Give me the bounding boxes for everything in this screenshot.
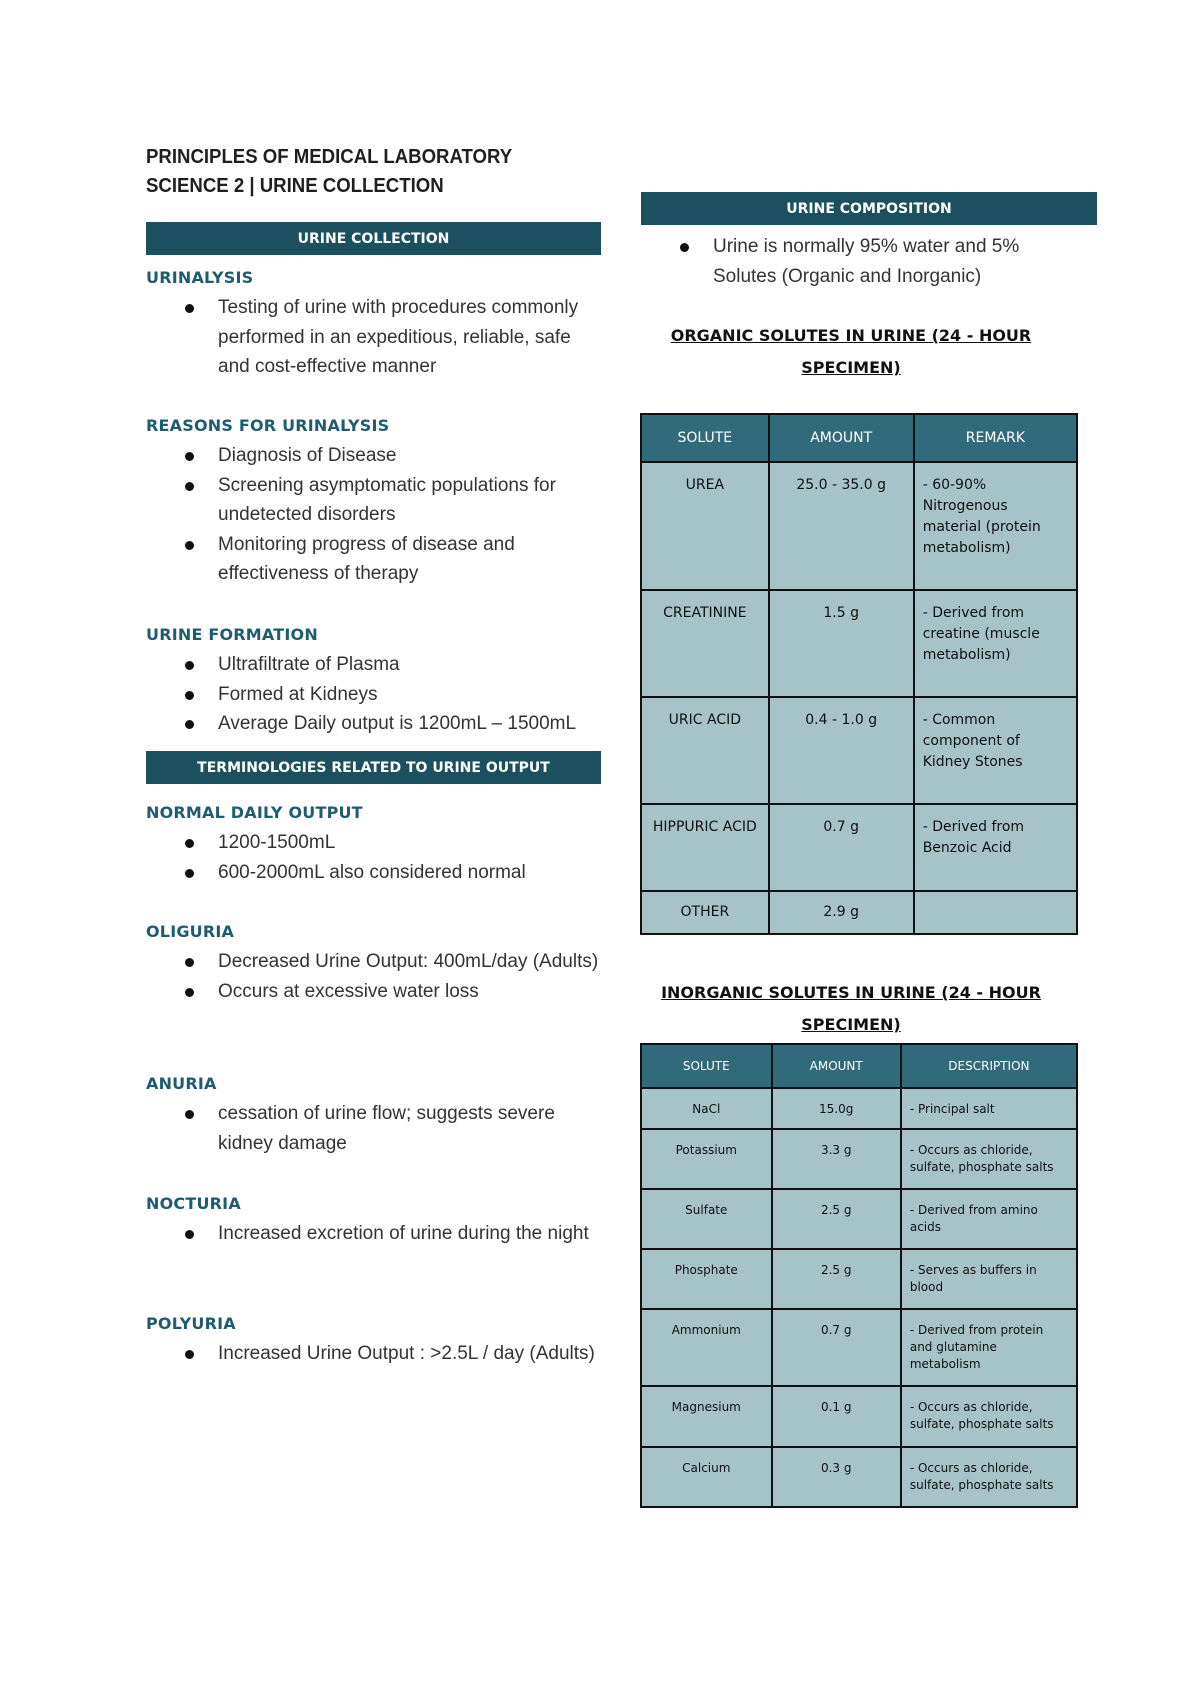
heading-polyuria: POLYURIA xyxy=(146,1314,236,1333)
banner-urine-composition: URINE COMPOSITION xyxy=(641,192,1097,225)
table-cell: 0.7 g xyxy=(772,1309,901,1386)
heading-urinalysis: URINALYSIS xyxy=(146,268,254,287)
list-item xyxy=(146,293,601,382)
table-header-row xyxy=(641,414,1077,462)
list-item xyxy=(146,828,601,858)
table-row xyxy=(641,1129,1077,1189)
table-row xyxy=(641,462,1077,590)
banner-terminologies: TERMINOLOGIES RELATED TO URINE OUTPUT xyxy=(146,751,601,784)
table-cell: - Derived from amino acids xyxy=(901,1189,1077,1249)
table-cell xyxy=(914,891,1077,934)
page-title xyxy=(146,143,574,201)
column-header: AMOUNT xyxy=(769,414,914,462)
list-item xyxy=(146,1339,601,1369)
table-cell: NaCl xyxy=(641,1088,772,1129)
list-item-text: Diagnosis of Disease xyxy=(218,445,397,466)
list-item-text: Increased excretion of urine during the night xyxy=(218,1223,589,1244)
table-cell: 2.5 g xyxy=(772,1189,901,1249)
column-header: REMARK xyxy=(914,414,1077,462)
table-cell: 0.7 g xyxy=(769,804,914,891)
inorganic-solutes-table xyxy=(640,1043,1078,1508)
list-item xyxy=(146,858,601,888)
list-normal-output xyxy=(146,828,601,887)
list-item xyxy=(641,232,1081,291)
page-title-line-1: PRINCIPLES OF MEDICAL LABORATORY xyxy=(146,146,513,168)
heading-nocturia: NOCTURIA xyxy=(146,1194,241,1213)
table-cell: 15.0g xyxy=(772,1088,901,1129)
list-item-text: 1200-1500mL xyxy=(218,832,336,853)
organic-solutes-title: ORGANIC SOLUTES IN URINE (24 - HOUR SPECIMEN) xyxy=(670,326,1032,377)
list-anuria xyxy=(146,1099,601,1158)
list-item-text: cessation of urine flow; suggests severe kidney damage xyxy=(218,1103,555,1154)
table-cell: Magnesium xyxy=(641,1386,772,1447)
list-item xyxy=(146,1219,601,1249)
heading-urine-formation: URINE FORMATION xyxy=(146,625,318,644)
table-cell: 2.9 g xyxy=(769,891,914,934)
list-item-text: Testing of urine with procedures commonly performed in an expeditious, reliable, safe and cost-effective manner xyxy=(218,297,579,377)
list-urinalysis xyxy=(146,293,601,382)
list-item xyxy=(146,977,601,1007)
table-cell: URIC ACID xyxy=(641,697,769,804)
table-cell: - Common component of Kidney Stones xyxy=(914,697,1077,804)
table-cell: - Occurs as chloride, sulfate, phosphate salts xyxy=(901,1386,1077,1447)
list-item-text: Urine is normally 95% water and 5% Solutes (Organic and Inorganic) xyxy=(713,236,1020,287)
table-cell: OTHER xyxy=(641,891,769,934)
column-header: SOLUTE xyxy=(641,1044,772,1088)
table-row xyxy=(641,1447,1077,1507)
table-cell: - Derived from Benzoic Acid xyxy=(914,804,1077,891)
table-cell: - Serves as buffers in blood xyxy=(901,1249,1077,1309)
list-formation xyxy=(146,650,601,739)
table-cell: - Derived from protein and glutamine metabolism xyxy=(901,1309,1077,1386)
table-row xyxy=(641,1189,1077,1249)
table-cell: - Occurs as chloride, sulfate, phosphate salts xyxy=(901,1447,1077,1507)
table-row xyxy=(641,891,1077,934)
list-polyuria xyxy=(146,1339,601,1369)
table-cell: Phosphate xyxy=(641,1249,772,1309)
table-row xyxy=(641,1309,1077,1386)
heading-reasons-for-urinalysis: REASONS FOR URINALYSIS xyxy=(146,416,390,435)
table-cell: 0.3 g xyxy=(772,1447,901,1507)
heading-normal-daily-output: NORMAL DAILY OUTPUT xyxy=(146,803,363,822)
list-item-text: 600-2000mL also considered normal xyxy=(218,861,526,883)
inorganic-solutes-title: INORGANIC SOLUTES IN URINE (24 - HOUR SPECIMEN) xyxy=(661,983,1041,1034)
table-cell: - Occurs as chloride, sulfate, phosphate salts xyxy=(901,1129,1077,1189)
list-item-text: Formed at Kidneys xyxy=(218,683,378,705)
column-header: DESCRIPTION xyxy=(901,1044,1077,1088)
table-row xyxy=(641,697,1077,804)
table-cell: 0.4 - 1.0 g xyxy=(769,697,914,804)
table-row xyxy=(641,1386,1077,1447)
column-header: SOLUTE xyxy=(641,414,769,462)
list-item-text: Increased Urine Output : >2.5L / day (Adults) xyxy=(218,1343,595,1364)
list-item xyxy=(146,1099,601,1158)
table-row xyxy=(641,1249,1077,1309)
list-oliguria xyxy=(146,947,601,1006)
table-cell: UREA xyxy=(641,462,769,590)
table-row xyxy=(641,1088,1077,1129)
table-cell: HIPPURIC ACID xyxy=(641,804,769,891)
list-item-text: Screening asymptomatic populations for undetected disorders xyxy=(218,474,556,525)
list-item-text: Occurs at excessive water loss xyxy=(218,980,479,1002)
heading-anuria: ANURIA xyxy=(146,1074,217,1093)
banner-urine-collection: URINE COLLECTION xyxy=(146,222,601,255)
table-cell: 3.3 g xyxy=(772,1129,901,1189)
list-item xyxy=(146,680,601,710)
table-cell: - Derived from creatine (muscle metabolism) xyxy=(914,590,1077,697)
list-nocturia xyxy=(146,1219,601,1249)
table-cell: 2.5 g xyxy=(772,1249,901,1309)
list-item xyxy=(146,709,601,739)
organic-solutes-table xyxy=(640,413,1078,935)
table-cell: Potassium xyxy=(641,1129,772,1189)
list-item-text: Decreased Urine Output: 400mL/day (Adults) xyxy=(218,951,599,972)
table-row xyxy=(641,804,1077,891)
list-item xyxy=(146,650,601,680)
list-item xyxy=(146,947,601,977)
table-cell: Calcium xyxy=(641,1447,772,1507)
table-cell: Ammonium xyxy=(641,1309,772,1386)
list-item-text: Ultrafiltrate of Plasma xyxy=(218,654,400,675)
list-reasons xyxy=(146,441,601,589)
table-cell: 1.5 g xyxy=(769,590,914,697)
table-cell: Sulfate xyxy=(641,1189,772,1249)
list-item-text: Average Daily output is 1200mL – 1500mL xyxy=(218,713,577,734)
list-item xyxy=(146,530,601,589)
table-cell: - 60-90% Nitrogenous material (protein metabolism) xyxy=(914,462,1077,590)
table-header-row xyxy=(641,1044,1077,1088)
page-title-line-2: SCIENCE 2 | URINE COLLECTION xyxy=(146,175,444,197)
column-header: AMOUNT xyxy=(772,1044,901,1088)
list-composition xyxy=(641,232,1081,291)
table-cell: - Principal salt xyxy=(901,1088,1077,1129)
table-row xyxy=(641,590,1077,697)
list-item xyxy=(146,471,601,530)
heading-oliguria: OLIGURIA xyxy=(146,922,235,941)
list-item-text: Monitoring progress of disease and effectiveness of therapy xyxy=(218,533,515,584)
table-cell: CREATININE xyxy=(641,590,769,697)
table-cell: 0.1 g xyxy=(772,1386,901,1447)
list-item xyxy=(146,441,601,471)
table-cell: 25.0 - 35.0 g xyxy=(769,462,914,590)
